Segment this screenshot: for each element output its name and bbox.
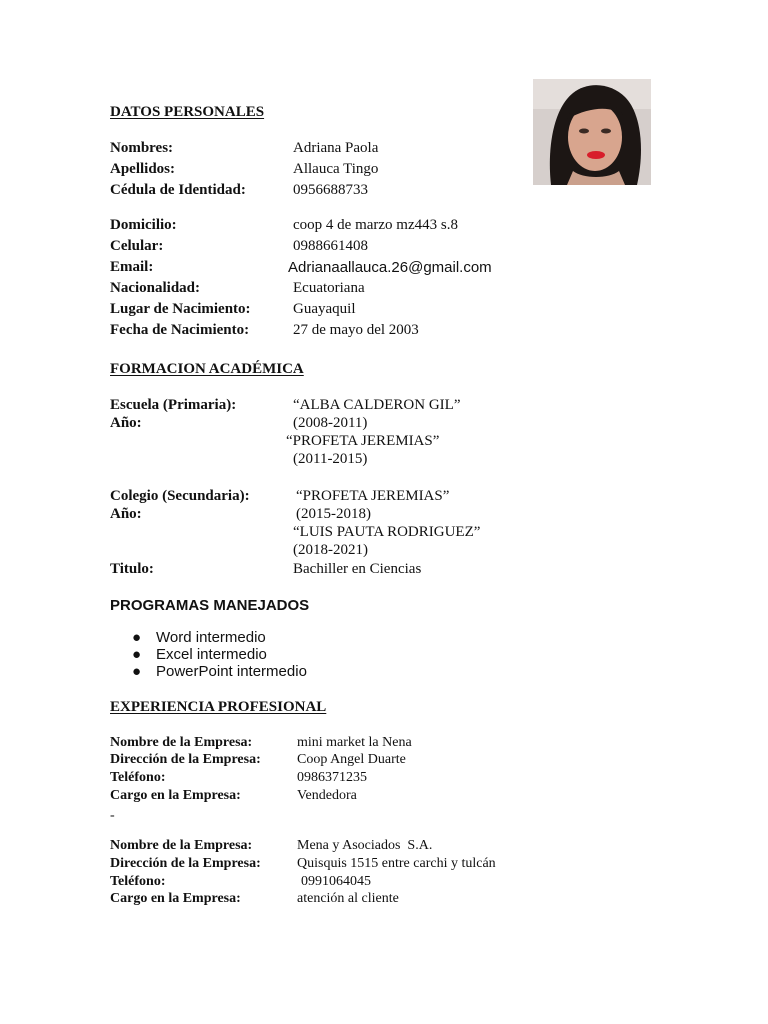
job-1-company-label: Nombre de la Empresa: (110, 735, 253, 750)
field-value-lugar-nacimiento: Guayaquil (293, 301, 356, 317)
secondary-school-name-2: “LUIS PAUTA RODRIGUEZ” (293, 524, 481, 540)
program-item-word: Word intermedio (156, 629, 266, 646)
section-heading-personal: DATOS PERSONALES (110, 104, 265, 120)
job-1-role: Vendedora (297, 788, 357, 803)
field-label-nombres: Nombres: (110, 140, 174, 156)
primary-year-label: Año: (110, 415, 142, 431)
secondary-school-years-2: (2018-2021) (293, 542, 368, 558)
job-2-company-label: Nombre de la Empresa: (110, 838, 253, 853)
program-item-powerpoint: PowerPoint intermedio (156, 663, 307, 680)
field-value-nacionalidad: Ecuatoriana (293, 280, 365, 296)
job-1-phone-label: Teléfono: (110, 770, 166, 785)
job-1-address-label: Dirección de la Empresa: (110, 752, 261, 767)
job-2-phone: 0991064045 (301, 874, 371, 889)
bullet-icon: ● (132, 629, 142, 646)
bullet-icon: ● (132, 646, 142, 663)
secondary-school-label: Colegio (Secundaria): (110, 488, 250, 504)
profile-photo (533, 79, 651, 185)
job-1-address: Coop Angel Duarte (297, 752, 406, 767)
job-2-role: atención al cliente (297, 891, 399, 906)
primary-school-label: Escuela (Primaria): (110, 397, 237, 413)
primary-school-years-1: (2008-2011) (293, 415, 368, 431)
primary-school-name-2: “PROFETA JEREMIAS” (286, 433, 440, 449)
portrait-image (533, 79, 651, 185)
section-heading-experience: EXPERIENCIA PROFESIONAL (110, 699, 327, 715)
field-label-domicilio: Domicilio: (110, 217, 177, 233)
field-value-cedula: 0956688733 (293, 182, 368, 198)
section-heading-education: FORMACION ACADÉMICA (110, 361, 304, 377)
title-label: Titulo: (110, 561, 154, 577)
field-label-apellidos: Apellidos: (110, 161, 176, 177)
field-label-celular: Celular: (110, 238, 164, 254)
job-2-phone-label: Teléfono: (110, 874, 166, 889)
secondary-year-label: Año: (110, 506, 142, 522)
secondary-school-name-1: “PROFETA JEREMIAS” (296, 488, 450, 504)
job-1-phone: 0986371235 (297, 770, 367, 785)
title-value: Bachiller en Ciencias (293, 561, 422, 577)
job-1-company: mini market la Nena (297, 735, 412, 750)
job-separator: - (110, 808, 115, 823)
field-value-apellidos: Allauca Tingo (293, 161, 379, 177)
job-2-role-label: Cargo en la Empresa: (110, 891, 241, 906)
primary-school-name-1: “ALBA CALDERON GIL” (293, 397, 461, 413)
field-value-domicilio: coop 4 de marzo mz443 s.8 (293, 217, 458, 233)
field-value-nombres: Adriana Paola (293, 140, 379, 156)
field-value-email: Adrianaallauca.26@gmail.com (288, 259, 492, 276)
section-heading-programs: PROGRAMAS MANEJADOS (110, 597, 310, 614)
field-label-lugar-nacimiento: Lugar de Nacimiento: (110, 301, 251, 317)
job-2-address-label: Dirección de la Empresa: (110, 856, 261, 871)
job-2-company: Mena y Asociados S.A. (297, 838, 433, 853)
secondary-school-years-1: (2015-2018) (296, 506, 371, 522)
field-value-fecha-nacimiento: 27 de mayo del 2003 (293, 322, 419, 338)
job-1-role-label: Cargo en la Empresa: (110, 788, 241, 803)
primary-school-years-2: (2011-2015) (293, 451, 368, 467)
field-label-cedula: Cédula de Identidad: (110, 182, 246, 198)
bullet-icon: ● (132, 663, 142, 680)
job-2-address: Quisquis 1515 entre carchi y tulcán (297, 856, 496, 871)
field-label-fecha-nacimiento: Fecha de Nacimiento: (110, 322, 250, 338)
program-item-excel: Excel intermedio (156, 646, 267, 663)
field-label-nacionalidad: Nacionalidad: (110, 280, 201, 296)
field-label-email: Email: (110, 259, 154, 275)
field-value-celular: 0988661408 (293, 238, 368, 254)
